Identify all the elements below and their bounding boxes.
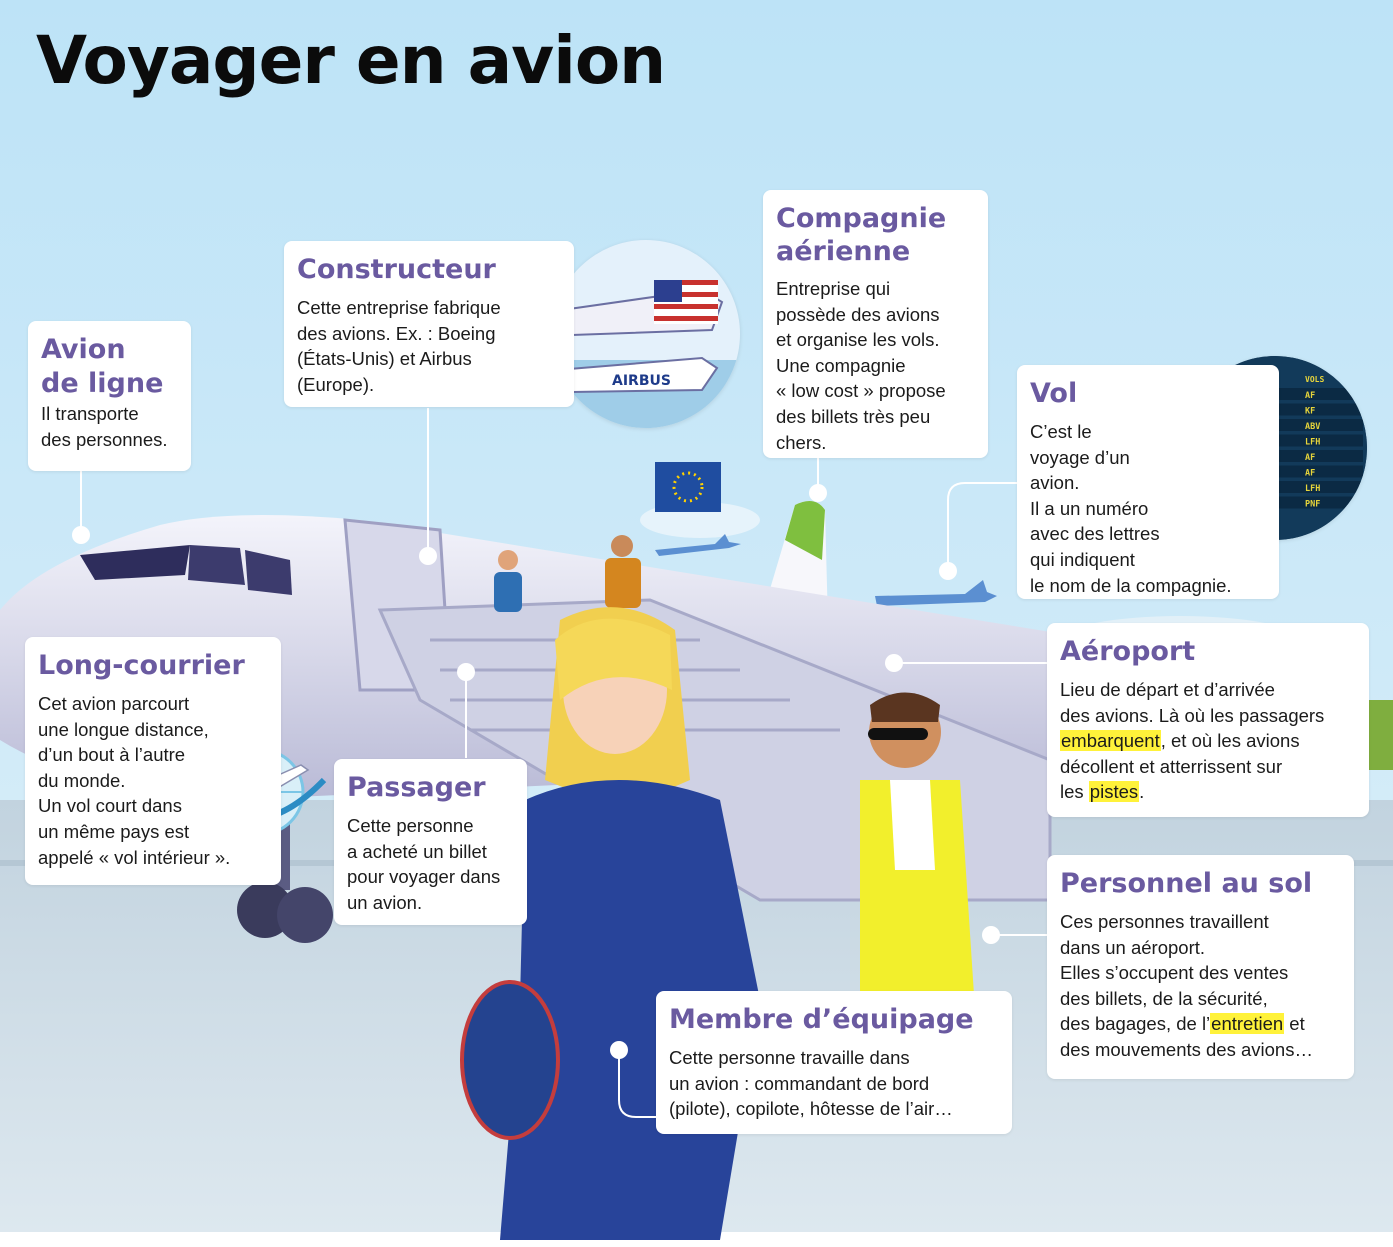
card-body [776,276,976,455]
body-line: chers. [776,431,827,453]
board-code: AF [1305,453,1316,463]
body-line: Cette personne [347,815,474,836]
card-title: Membre d’équipage [669,1004,974,1035]
card-body [1030,419,1267,598]
board-code: PNF [1305,499,1321,510]
card-title-line: de ligne [41,368,164,399]
card-avion-de-ligne [28,321,191,471]
page-title: Voyager en avion [36,22,666,99]
card-body [1060,909,1342,1063]
body-line: Cette personne travaille dans [669,1047,910,1068]
card-title: Passager [347,772,486,803]
body-line: pour voyager dans [347,866,501,888]
card-constructeur [284,241,574,407]
body-line: Une compagnie [776,354,906,376]
body-line: (pilote), copilote, hôtesse de l’air… [669,1098,953,1120]
body-line: Cette entreprise fabrique [297,297,501,318]
body-line: possède des avions [776,303,940,325]
body-line: appelé « vol intérieur ». [38,846,231,868]
body-line: qui indiquent [1030,548,1135,570]
body-line: des billets, de la sécurité, [1060,987,1268,1009]
body-line: une longue distance, [38,718,209,740]
body-line: Entreprise qui [776,278,891,299]
body-line: d’un bout à l’autre [38,744,186,766]
board-code: LFH [1305,484,1321,494]
body-line: des bagages, de l’ [1060,1013,1211,1035]
body-line: Ces personnes travaillent [1060,911,1269,932]
card-body [297,295,554,397]
card-title [41,333,179,401]
body-line: C’est le [1030,421,1092,442]
card-personnel-au-sol [1047,855,1354,1079]
body-line: (Europe). [297,373,375,395]
body-line: (États-Unis) et Airbus [297,348,472,370]
card-passager [334,759,527,925]
card-body [41,401,179,452]
board-code: AF [1305,391,1316,401]
body-line: un même pays est [38,820,190,842]
card-body [669,1045,1000,1122]
card-body [38,691,269,870]
body-line: des mouvements des avions… [1060,1038,1313,1060]
body-line: des avions. Ex. : Boeing [297,322,496,344]
body-line: Lieu de départ et d’arrivée [1060,679,1275,700]
body-line: a acheté un billet [347,840,487,862]
card-compagnie-aerienne [763,190,988,458]
body-line: des personnes. [41,428,168,450]
body-line: le nom de la compagnie. [1030,574,1232,596]
body-line: et organise les vols. [776,329,940,351]
body-line: et [1284,1013,1305,1035]
card-title: Aéroport [1060,636,1196,667]
board-header-flights: VOLS [1305,375,1325,384]
body-line: des avions. Là où les passagers [1060,704,1325,726]
body-line: dans un aéroport. [1060,936,1206,958]
board-code: ABV [1305,422,1321,432]
body-line: Un vol court dans [38,795,182,817]
body-line: Il a un numéro [1030,497,1149,519]
body-line: voyage d’un [1030,446,1130,468]
board-code: AF [1305,468,1316,479]
highlight-embarquent: embarquent [1061,730,1160,752]
body-line: . [1139,781,1145,803]
body-line: des billets très peu [776,405,931,427]
card-title: Personnel au sol [1060,868,1313,899]
airbus-label: AIRBUS [612,373,671,389]
body-line: un avion. [347,891,423,913]
highlight-entretien: entretien [1211,1013,1284,1035]
card-body [347,813,515,915]
card-title-line: Avion [41,334,126,365]
card-title-line: Compagnie [776,203,947,234]
body-line: un avion : commandant de bord [669,1072,930,1094]
board-code: LFH [1305,437,1321,448]
body-line: « low cost » propose [776,380,946,402]
body-line: Cet avion parcourt [38,693,190,714]
body-line: , et où les avions [1160,730,1300,752]
body-line: Il transporte [41,403,139,424]
card-title: Long-courrier [38,650,245,681]
board-code: KF [1305,406,1316,417]
card-title: Constructeur [297,254,496,285]
card-title: Vol [1030,378,1078,409]
card-membre-equipage [656,991,1012,1134]
highlight-pistes: pistes [1089,781,1139,803]
body-line: avec des lettres [1030,523,1160,545]
card-title-line: aérienne [776,236,911,267]
body-line: avion. [1030,472,1080,494]
card-long-courrier [25,637,281,885]
card-vol [1017,365,1279,599]
body-line: les [1060,781,1089,803]
card-title [776,202,976,268]
card-body [1060,677,1357,805]
body-line: décollent et atterrissent sur [1060,755,1283,777]
card-aeroport [1047,623,1369,817]
body-line: Elles s’occupent des ventes [1060,962,1289,984]
body-line: du monde. [38,769,126,791]
